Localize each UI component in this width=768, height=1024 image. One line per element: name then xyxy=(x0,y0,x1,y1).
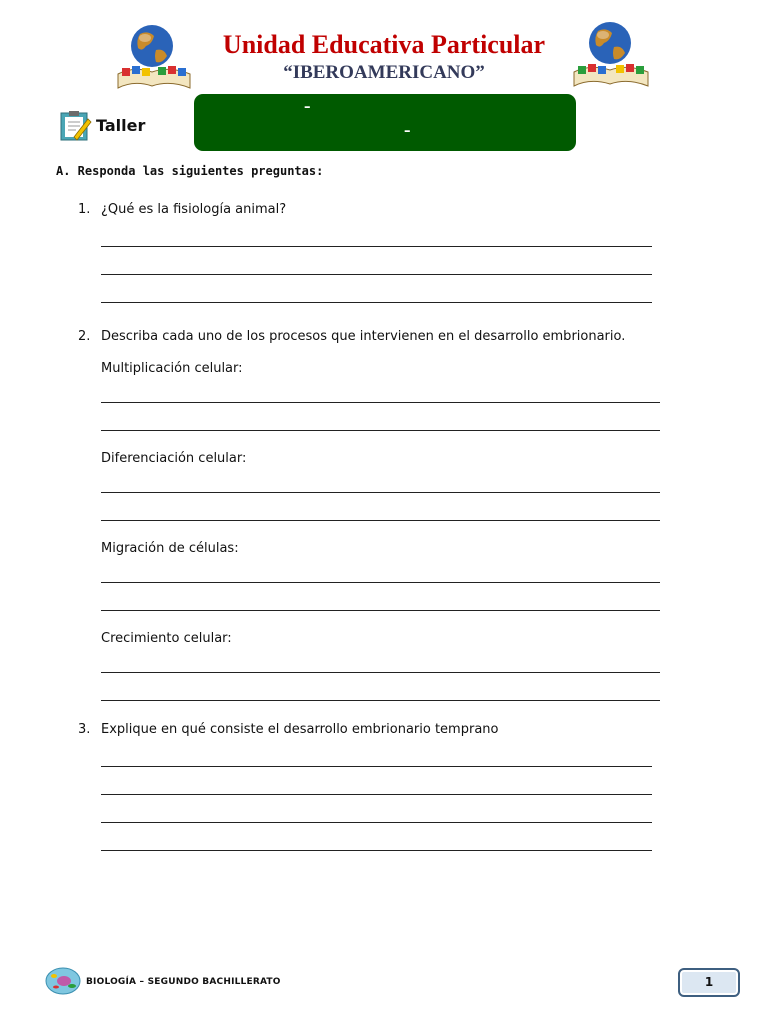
footer-subject: BIOLOGÍA – SEGUNDO BACHILLERATO xyxy=(86,977,281,987)
banner-dash: – xyxy=(304,100,311,115)
answer-line xyxy=(101,582,660,583)
question-text: Describa cada uno de los procesos que intervienen en el desarrollo embrionario. xyxy=(101,329,626,344)
subitem-label: Multiplicación celular: xyxy=(101,361,243,376)
answer-line xyxy=(101,610,660,611)
question-number: 1. xyxy=(78,202,91,217)
answer-line xyxy=(101,246,652,247)
cell-icon xyxy=(44,964,82,996)
school-title: Unidad Educativa Particular xyxy=(222,30,546,59)
answer-line xyxy=(101,520,660,521)
info-banner xyxy=(194,94,576,151)
question-text: ¿Qué es la fisiología animal? xyxy=(101,202,287,217)
answer-line xyxy=(101,492,660,493)
answer-line xyxy=(101,430,660,431)
answer-line xyxy=(101,700,660,701)
taller-label: Taller xyxy=(96,116,146,135)
page-number: 1 xyxy=(678,968,740,997)
banner-dash: – xyxy=(404,124,411,139)
question-text: Explique en qué consiste el desarrollo embrionario temprano xyxy=(101,722,499,737)
answer-line xyxy=(101,794,652,795)
answer-line xyxy=(101,274,652,275)
section-heading: A. Responda las siguientes preguntas: xyxy=(56,164,324,178)
answer-line xyxy=(101,402,660,403)
question-number: 3. xyxy=(78,722,91,737)
answer-line xyxy=(101,302,652,303)
school-subtitle: “IBEROAMERICANO” xyxy=(283,62,485,83)
subitem-label: Migración de células: xyxy=(101,541,239,556)
answer-line xyxy=(101,822,652,823)
subitem-label: Diferenciación celular: xyxy=(101,451,247,466)
subitem-label: Crecimiento celular: xyxy=(101,631,232,646)
answer-line xyxy=(101,672,660,673)
answer-line xyxy=(101,766,652,767)
question-number: 2. xyxy=(78,329,91,344)
clipboard-icon xyxy=(60,111,92,141)
answer-line xyxy=(101,850,652,851)
